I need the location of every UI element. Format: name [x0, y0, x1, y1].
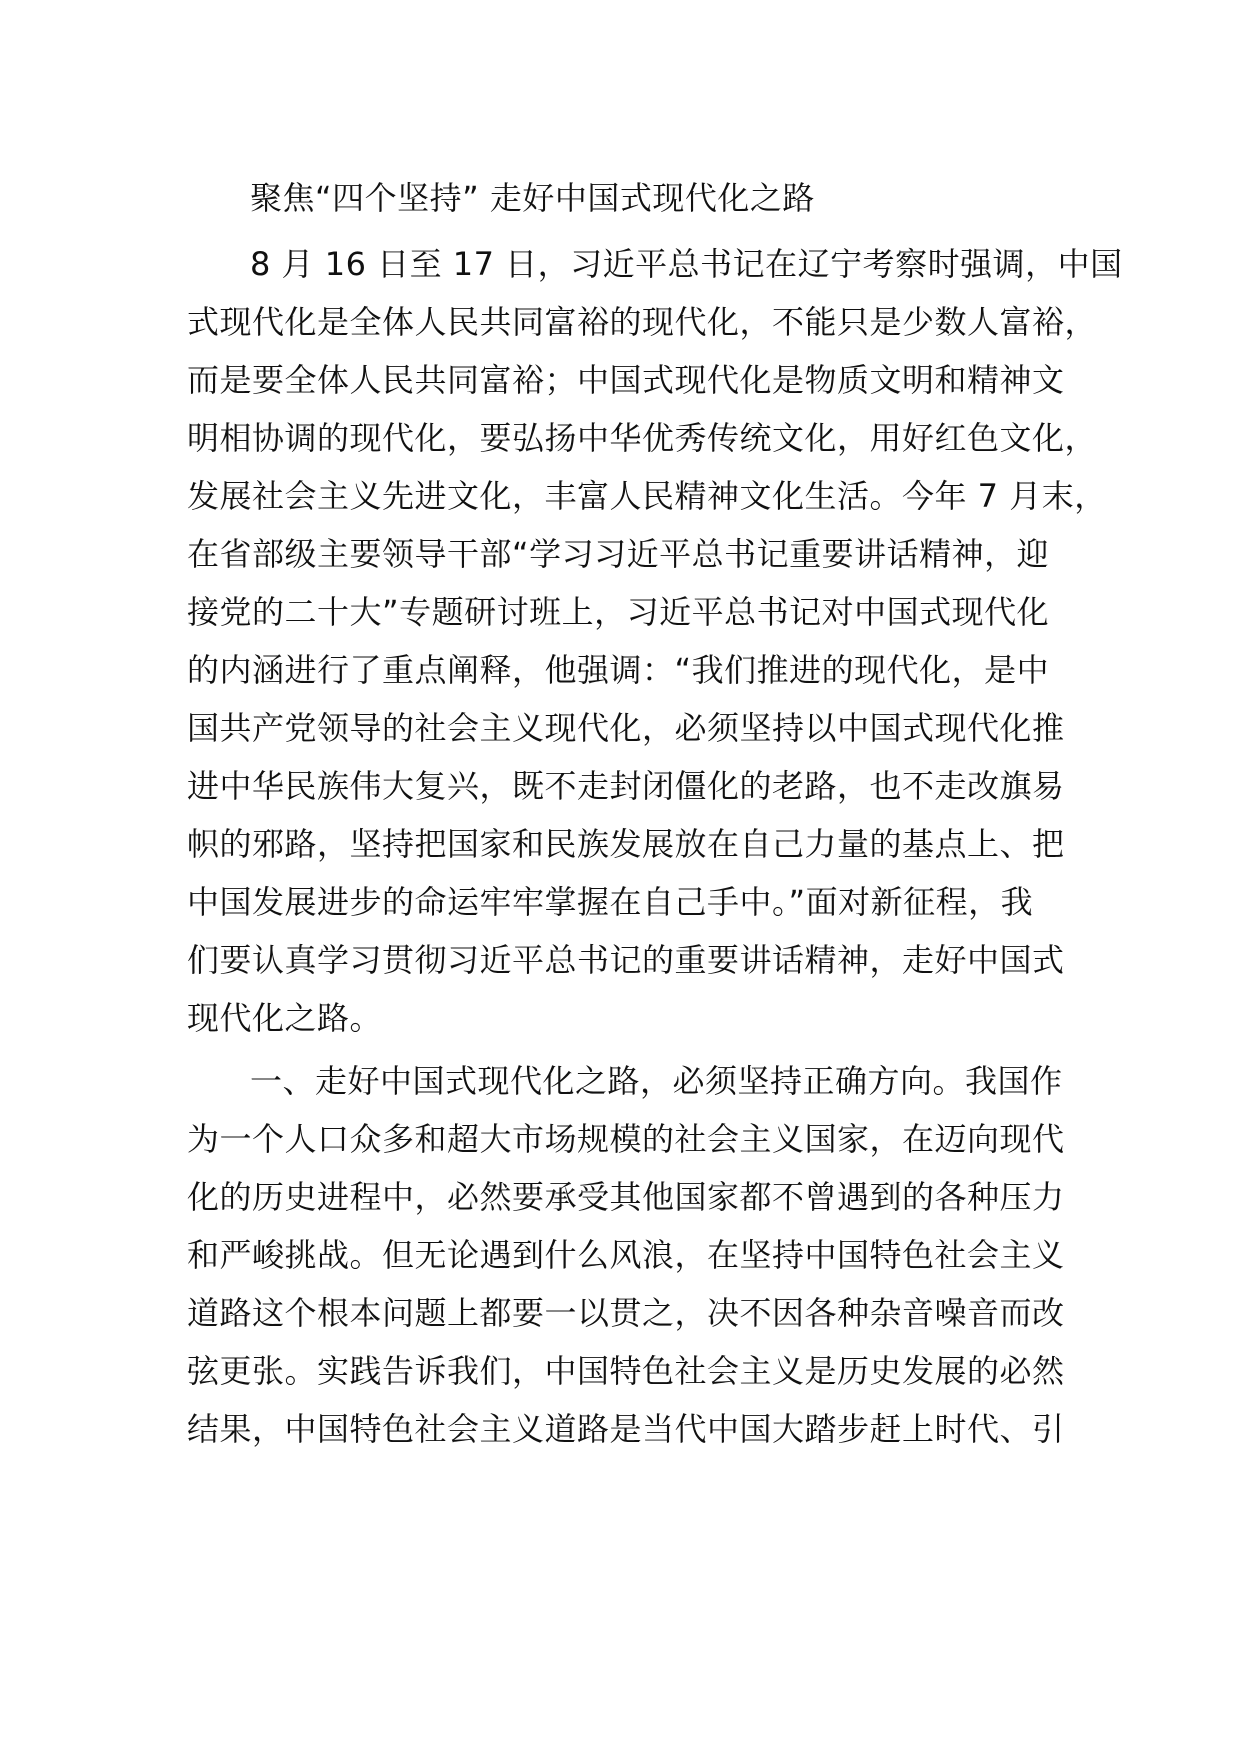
body-line: 而是要全体人民共同富裕；中国式现代化是物质文明和精神文: [187, 361, 1065, 399]
body-line: 们要认真学习贯彻习近平总书记的重要讲话精神，走好中国式: [187, 941, 1065, 979]
body-line: 弦更张。实践告诉我们，中国特色社会主义是历史发展的必然: [187, 1352, 1065, 1390]
body-line: 一、走好中国式现代化之路，必须坚持正确方向。我国作: [250, 1062, 1063, 1100]
body-line: 中国发展进步的命运牢牢掌握在自己手中。”面对新征程，我: [187, 883, 1034, 921]
body-line: 现代化之路。: [187, 999, 383, 1037]
body-line: 在省部级主要领导干部“学习习近平总书记重要讲话精神，迎: [187, 535, 1050, 573]
body-line: 道路这个根本问题上都要一以贯之，决不因各种杂音噪音而改: [187, 1294, 1065, 1332]
body-line: 国共产党领导的社会主义现代化，必须坚持以中国式现代化推: [187, 709, 1065, 747]
body-line: 的内涵进行了重点阐释，他强调：“我们推进的现代化，是中: [187, 651, 1050, 689]
body-line: 进中华民族伟大复兴，既不走封闭僵化的老路，也不走改旗易: [187, 767, 1065, 805]
body-line: 发展社会主义先进文化，丰富人民精神文化生活。今年 7 月末，: [187, 477, 1107, 515]
body-line: 8 月 16 日至 17 日，习近平总书记在辽宁考察时强调，中国: [250, 245, 1123, 283]
body-line: 帜的邪路，坚持把国家和民族发展放在自己力量的基点上、把: [187, 825, 1065, 863]
body-line: 式现代化是全体人民共同富裕的现代化，不能只是少数人富裕，: [187, 303, 1098, 341]
body-line: 结果，中国特色社会主义道路是当代中国大踏步赶上时代、引: [187, 1410, 1065, 1448]
body-line: 和严峻挑战。但无论遇到什么风浪，在坚持中国特色社会主义: [187, 1236, 1065, 1274]
body-line: 为一个人口众多和超大市场规模的社会主义国家，在迈向现代: [187, 1120, 1065, 1158]
body-line: 化的历史进程中，必然要承受其他国家都不曾遇到的各种压力: [187, 1178, 1065, 1216]
body-line: 明相协调的现代化，要弘扬中华优秀传统文化，用好红色文化，: [187, 419, 1098, 457]
document-title: 聚焦“四个坚持” 走好中国式现代化之路: [250, 179, 815, 217]
body-line: 接党的二十大”专题研讨班上，习近平总书记对中国式现代化: [187, 593, 1050, 631]
